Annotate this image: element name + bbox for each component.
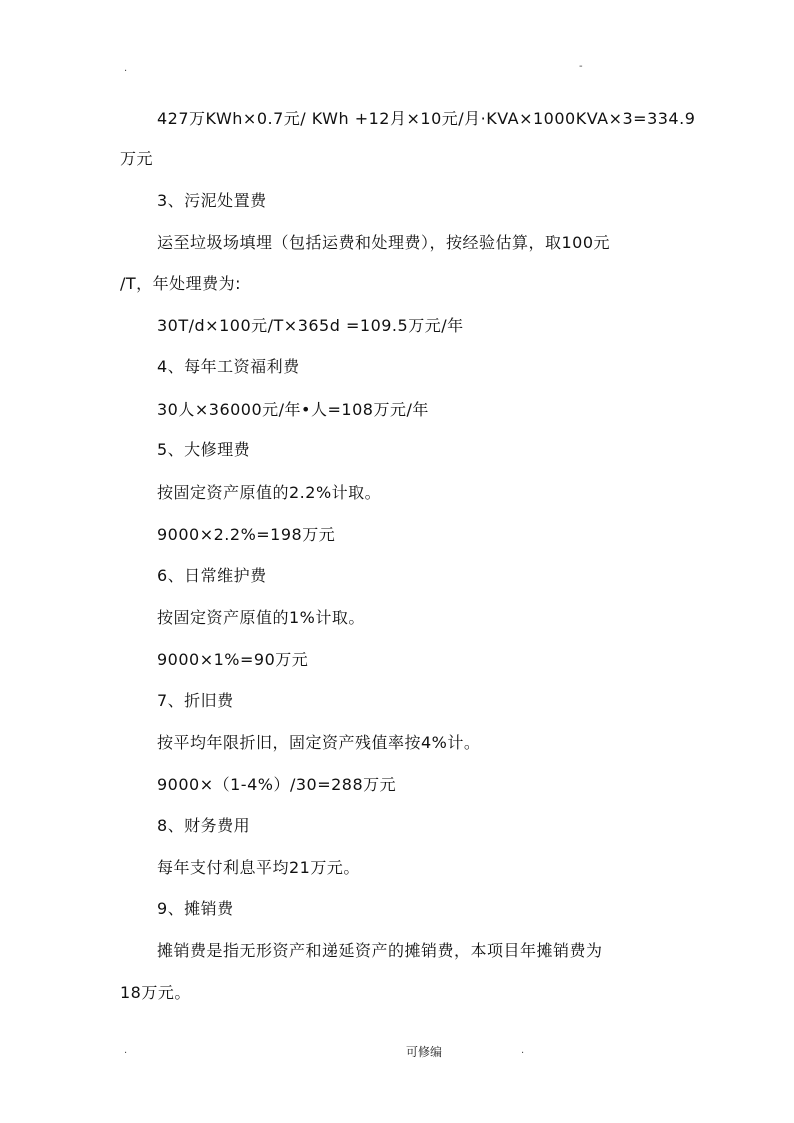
- formula-electricity: 427万KWh×0.7元/ KWh +12月×10元/月·KVA×1000KVA×3=334.9: [157, 109, 696, 128]
- paragraph-amortization: 摊销费是指无形资产和递延资产的摊销费，本项目年摊销费为: [157, 941, 603, 960]
- paragraph-sludge-disposal-cont: /T，年处理费为:: [120, 274, 242, 293]
- heading-finance-cost: 8、财务费用: [157, 816, 251, 835]
- heading-overhaul: 5、大修理费: [157, 440, 251, 459]
- header-left-mark: .: [124, 63, 128, 74]
- footer-editable-label: 可修编: [406, 1045, 443, 1059]
- heading-wages: 4、每年工资福利费: [157, 357, 300, 376]
- header-right-mark: -: [579, 61, 583, 72]
- heading-amortization: 9、摊销费: [157, 899, 234, 918]
- paragraph-maintenance: 按固定资产原值的1%计取。: [157, 608, 365, 627]
- footer-left-mark: .: [124, 1045, 128, 1056]
- heading-sludge-disposal: 3、污泥处置费: [157, 191, 267, 210]
- formula-maintenance: 9000×1%=90万元: [157, 650, 309, 669]
- paragraph-amortization-cont: 18万元。: [120, 983, 191, 1002]
- paragraph-overhaul: 按固定资产原值的2.2%计取。: [157, 483, 382, 502]
- formula-sludge-disposal: 30T/d×100元/T×365d =109.5万元/年: [157, 316, 464, 335]
- paragraph-finance-cost: 每年支付利息平均21万元。: [157, 858, 360, 877]
- heading-maintenance: 6、日常维护费: [157, 566, 267, 585]
- formula-overhaul: 9000×2.2%=198万元: [157, 525, 336, 544]
- formula-wages: 30人×36000元/年•人=108万元/年: [157, 400, 429, 419]
- paragraph-sludge-disposal: 运至垃圾场填埋（包括运费和处理费），按经验估算，取100元: [157, 233, 611, 252]
- formula-depreciation: 9000×（1-4%）/30=288万元: [157, 775, 397, 794]
- paragraph-depreciation: 按平均年限折旧，固定资产残值率按4%计。: [157, 733, 481, 752]
- heading-depreciation: 7、折旧费: [157, 691, 234, 710]
- formula-electricity-unit: 万元: [120, 149, 154, 168]
- footer-right-mark: .: [521, 1045, 525, 1056]
